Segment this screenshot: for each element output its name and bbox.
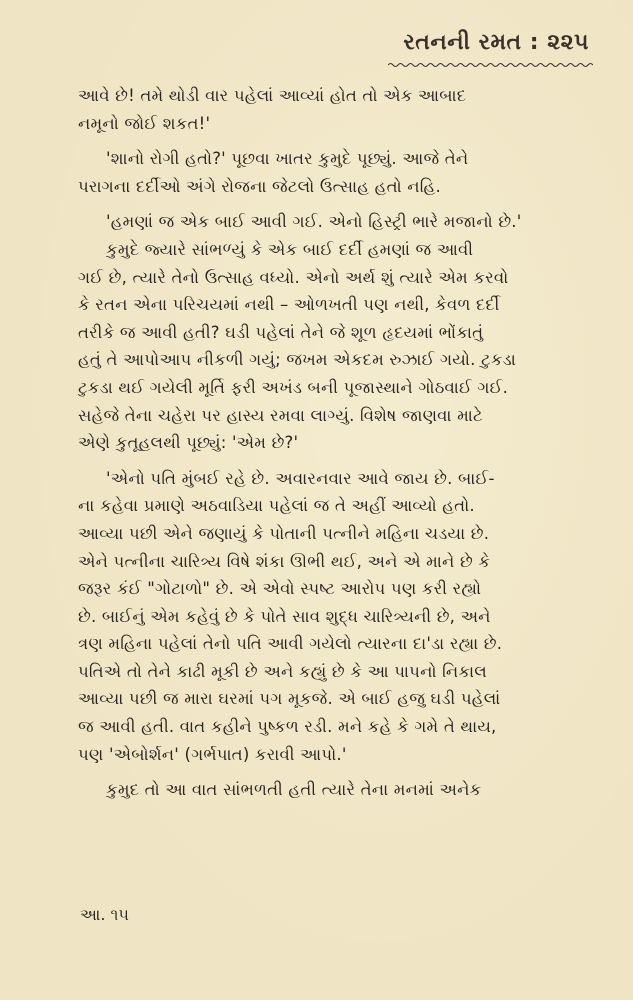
- running-header: રતનની રમત : ૨૨૫: [403, 30, 589, 55]
- text-line: ના કહેવા પ્રમાણે અઠવાડિયા પહેલાં જ તે અહીં આવ્યો હતો.: [78, 496, 475, 516]
- text-line: કુમુદે જ્યારે સાંભળ્યું કે એક બાઈ દર્દી હમણાં જ આવી: [106, 239, 474, 259]
- text-line: પણ 'એબોર્શન' (ગર્ભપાત) કરાવી આપો.': [78, 744, 347, 764]
- text-line: કુમુદ તો આ વાત સાંભળતી હતી ત્યારે તેના મનમાં અનેક: [106, 780, 482, 800]
- body-text: [78, 82, 598, 804]
- signature-mark: આ. ૧૫: [80, 905, 129, 924]
- text-line: ટુકડા થઈ ગયેલી મૂર્તિ ફરી અખંડ બની પૂજાસ્થાને ગોઠવાઈ ગઈ.: [78, 377, 509, 397]
- text-line: કે રતન એના પરિચયમાં નથી – ઓળખતી પણ નથી, કેવળ દર્દી: [78, 295, 500, 315]
- text-line: જરૂર કંઈ "ગોટાળો" છે. એ એવો સ્પષ્ટ આરોપ પણ કરી રહ્યો: [78, 579, 482, 599]
- text-line: હતું તે આપોઆપ નીકળી ગયું; જખમ એકદમ રુઝાઈ ગયો. ટુકડા: [78, 350, 516, 370]
- text-line: 'એનો પતિ મુંબઈ રહે છે. અવારનવાર આવે જાય છે. બાઈ-: [106, 468, 495, 488]
- text-line: જ આવી હતી. વાત કહીને પુષ્કળ રડી. મને કહે કે ગમે તે થાય,: [78, 717, 497, 737]
- text-line: એણે કુતૂહલથી પૂછ્યું: 'એમ છે?': [78, 433, 299, 453]
- text-line: પતિએ તો તેને કાઢી મૂકી છે અને કહ્યું છે કે આ પાપનો નિકાલ: [78, 661, 487, 681]
- text-line: 'શાનો રોગી હતો?' પૂછવા ખાતર કુમુદે પૂછ્યું. આજે તેને: [106, 149, 469, 169]
- text-line: આવ્યા પછી જ મારા ઘરમાં પગ મૂકજે. એ બાઈ હજુ ઘડી પહેલાં: [78, 689, 501, 709]
- header-wavy-rule: [388, 62, 593, 68]
- text-line: ગઈ છે, ત્યારે તેનો ઉત્સાહ વધ્યો. એનો અર્થ શું ત્યારે એમ કરવો: [78, 267, 509, 287]
- text-line: સહેજે તેના ચહેરા પર હાસ્ય રમવા લાગ્યું. વિશેષ જાણવા માટે: [78, 405, 483, 425]
- text-line: પરાગના દર્દીઓ અંગે રોજના જેટલો ઉત્સાહ હતો નહિ.: [78, 176, 441, 196]
- text-line: તરીકે જ આવી હતી? ઘડી પહેલાં તેને જે શૂળ હૃદયમાં ભોંકાતું: [78, 322, 484, 342]
- text-line: ત્રણ મહિના પહેલાં તેનો પતિ આવી ગયેલો ત્યારના દા'ડા રહ્યા છે.: [78, 634, 503, 654]
- text-line: 'હમણાં જ એક બાઈ આવી ગઈ. એનો હિસ્ટ્રી ભારે મજાનો છે.': [106, 212, 522, 232]
- text-line: નમૂનો જોઈ શકત!': [78, 113, 211, 133]
- text-line: એને પત્નીના ચારિત્ર્ય વિષે શંકા ઊભી થઈ, અને એ માને છે કે: [78, 551, 491, 571]
- text-line: આવે છે! તમે થોડી વાર પહેલાં આવ્યાં હોત તો એક આબાદ: [78, 86, 467, 105]
- text-line: છે. બાઈનું એમ કહેવું છે કે પોતે સાવ શુદ્ધ ચારિત્ર્યની છે, અને: [78, 606, 491, 626]
- text-line: આવ્યા પછી એને જણાયું કે પોતાની પત્નીને મહિના ચડયા છે.: [78, 523, 490, 543]
